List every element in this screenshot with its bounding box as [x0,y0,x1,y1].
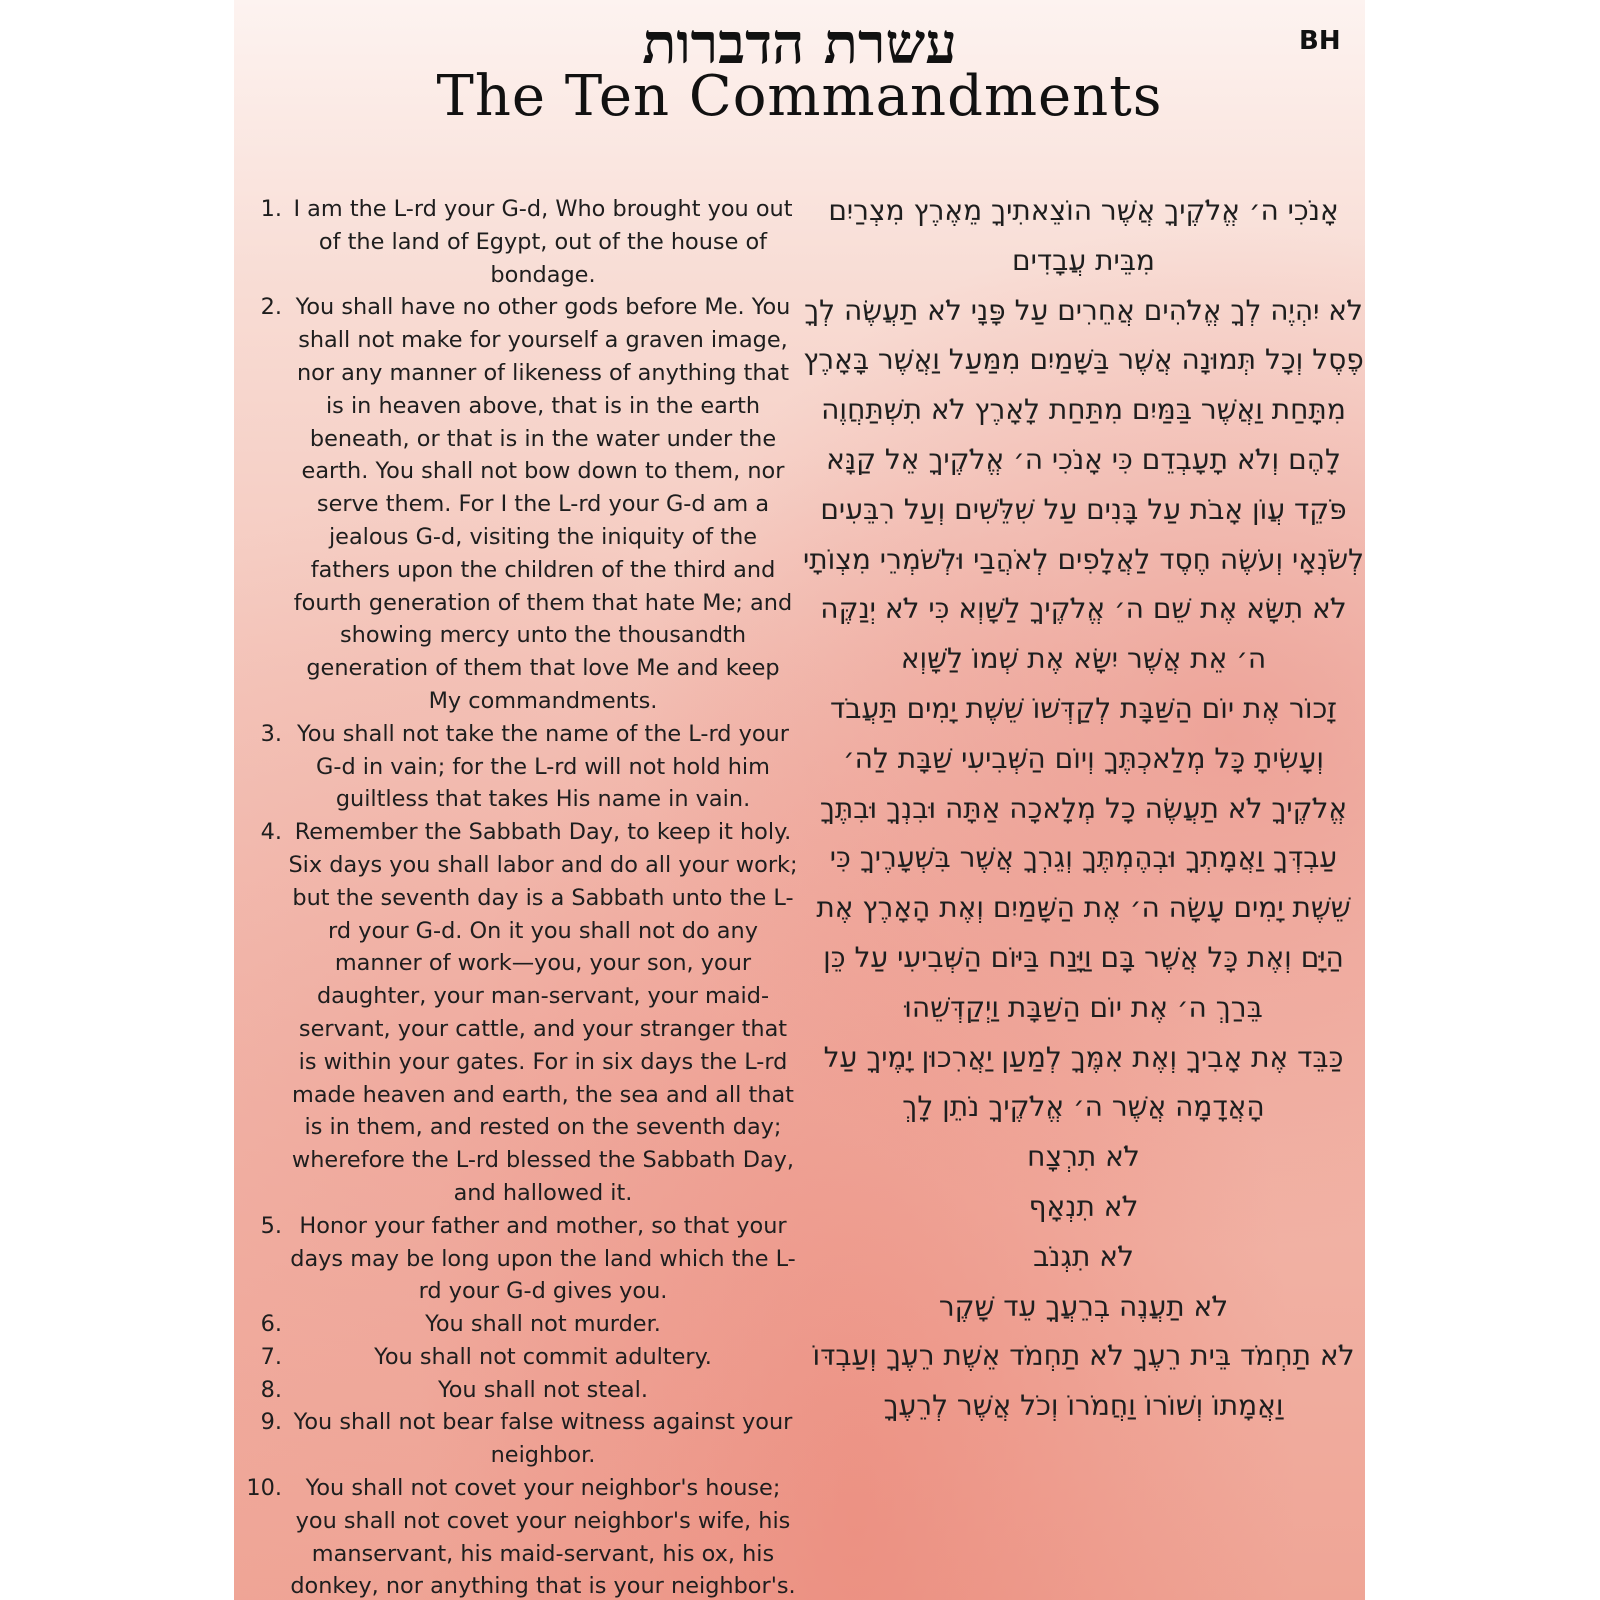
commandment-hebrew-8: לֹא תִגְנֹב [1033,1239,1134,1273]
english-title: The Ten Commandments [436,64,1163,129]
commandment-number: 4. [260,819,282,846]
commandment-number: 8. [260,1376,282,1403]
commandment-number: 1. [260,196,282,222]
commandment-hebrew-7: לֹא תִנְאָף [1028,1189,1139,1223]
commandment-text: You shall not commit adultery. [374,1343,712,1370]
commandment-hebrew-5: כַּבֵּד אֶת אָבִיךָ וְאֶת אִמֶּךָ לְמַעַן יַאֲרִכוּן יָמֶיךָ עַל הָאֲדָמָה אֲשֶׁר ה׳ אֱלֹקֶיךָ נֹתֵן לָךְ [823,1040,1344,1124]
commandment-english-10 [238,1472,798,1600]
bh-corner-mark: BH [1299,26,1341,56]
commandment-english-1 [238,193,798,291]
commandment-english-9 [238,1406,798,1472]
commandment-hebrew-1: אָנֹכִי ה׳ אֱלֹקֶיךָ אֲשֶׁר הוֹצֵאתִיךָ מֵאֶרֶץ מִצְרַיִם מִבֵּית עֲבָדִים [828,194,1339,277]
commandment-text: Remember the Sabbath Day, to keep it holy. Six days you shall labor and do all your work; but the seventh day is a Sabbath unto the L-rd your G-d. On it you shall not do any manner of work—you, your son, your daughter, your man-servant, your maid-servant, your cattle, and your stranger that is within your gates. For in six days the L-rd made heaven and earth, the sea and all that is in them, and rested on the seventh day; wherefore the L-rd blessed the Sabbath Day, and hallowed it. [288,819,798,1206]
commandment-text: I am the L-rd your G-d, Who brought you out of the land of Egypt, out of the house of bondage. [293,196,793,288]
commandment-text: You shall not murder. [425,1311,661,1338]
commandment-text: You shall not take the name of the L-rd your G-d in vain; for the L-rd will not hold him guiltless that takes His name in vain. [297,720,789,813]
commandment-number: 3. [260,720,282,747]
commandment-hebrew-6: לֹא תִרְצָח [1027,1140,1140,1174]
commandment-number: 2. [260,294,282,321]
commandment-number: 10. [246,1475,282,1502]
commandment-hebrew-10: לֹא תַחְמֹד בֵּית רֵעֶךָ לֹא תַחְמֹד אֵשֶׁת רֵעֶךָ וְעַבְדּוֹ וַאֲמָתוֹ וְשׁוֹרוֹ וַחֲמֹרוֹ וְכֹל אֲשֶׁר לְרֵעֶךָ [812,1339,1355,1423]
commandment-hebrew-4: זָכוֹר אֶת יוֹם הַשַּׁבָּת לְקַדְּשׁוֹ שֵׁשֶׁת יָמִים תַּעֲבֹד וְעָשִׂיתָ כָּל מְלַאכְתֶּךָ וְיוֹם הַשְּׁבִיעִי שַׁבָּת לַה׳ אֱלֹקֶיךָ לֹא תַעֲשֶׂה כָל מְלָאכָה אַתָּה וּבִנְךָ וּבִתֶּךָ עַבְדְּךָ וַאֲמָתְךָ וּבְהֶמְתֶּךָ וְגֵרְךָ אֲשֶׁר בִּשְׁעָרֶיךָ כִּי שֵׁשֶׁת יָמִים עָשָׂה ה׳ אֶת הַשָּׁמַיִם וְאֶת הָאָרֶץ אֶת הַיָּם וְאֶת כָּל אֲשֶׁר בָּם וַיָּנַח בַּיּוֹם הַשְּׁבִיעִי עַל כֵּן בֵּרַךְ ה׳ אֶת יוֹם הַשַּׁבָּת וַיְקַדְּשֵׁהוּ [816,691,1351,1024]
commandment-english-4 [238,816,798,1210]
commandment-hebrew-2: לֹא יִהְיֶה לְךָ אֱלֹהִים אֲחֵרִים עַל פָּנָי לֹא תַעֲשֶׂה לְךָ פֶסֶל וְכָל תְּמוּנָה אֲשֶׁר בַּשָּׁמַיִם מִמַּעַל וַאֲשֶׁר בָּאָרֶץ מִתָּחַת וַאֲשֶׁר בַּמַּיִם מִתַּחַת לָאָרֶץ לֹא תִשְׁתַּחֲוֶה לָהֶם וְלֹא תָעָבְדֵם כִּי אָנֹכִי ה׳ אֱלֹקֶיךָ אֵל קַנָּא פֹּקֵד עֲוֹן אָבֹת עַל בָּנִים עַל שִׁלֵּשִׁים וְעַל רִבֵּעִים לְשֹׂנְאָי וְעֹשֶׂה חֶסֶד לַאֲלָפִים לְאֹהֲבַי וּלְשֹׁמְרֵי מִצְוֹתָי [802,293,1364,576]
commandment-text: Honor your father and mother, so that your days may be long upon the land which the L-rd your G-d gives you. [290,1212,796,1305]
commandment-number: 7. [260,1343,282,1370]
commandment-number: 9. [260,1409,282,1436]
commandment-number: 6. [260,1311,282,1338]
commandment-english-3 [238,718,798,816]
hebrew-title: עשרת הדברות [642,11,957,77]
english-commandments-list [238,193,798,1600]
commandment-hebrew-3: לֹא תִשָּׂא אֶת שֵׁם ה׳ אֱלֹקֶיךָ לַשָּׁוְא כִּי לֹא יְנַקֶּה ה׳ אֵת אֲשֶׁר יִשָּׂא אֶת שְׁמוֹ לַשָּׁוְא [820,592,1347,676]
commandment-text: You shall not steal. [438,1376,648,1403]
commandment-english-6 [238,1308,798,1341]
poster [234,0,1365,1600]
commandment-hebrew-9: לֹא תַעֲנֶה בְרֵעֲךָ עֵד שָׁקֶר [938,1289,1229,1323]
hebrew-commandments-list [802,186,1365,1431]
commandment-text: You shall have no other gods before Me. You shall not make for yourself a graven image, nor any manner of likeness of anything that is in heaven above, that is in the earth beneath, or that is in the water under the earth. You shall not bow down to them, nor serve them. For I the L-rd your G-d am a jealous G-d, visiting the iniquity of the fathers upon the children of the third and fourth generation of them that hate Me; and showing mercy unto the thousandth generation of them that love Me and keep My commandments. [293,294,793,714]
commandment-number: 5. [260,1212,282,1239]
commandment-english-8 [238,1374,798,1407]
commandment-english-7 [238,1341,798,1374]
commandment-text: You shall not bear false witness against your neighbor. [293,1409,793,1469]
commandment-text: You shall not covet your neighbor's house; you shall not covet your neighbor's wife, his manservant, his maid-servant, his ox, his donkey, nor anything that is your neighbor's. [290,1475,796,1600]
commandment-english-5 [238,1210,798,1308]
commandment-english-2 [238,291,798,717]
